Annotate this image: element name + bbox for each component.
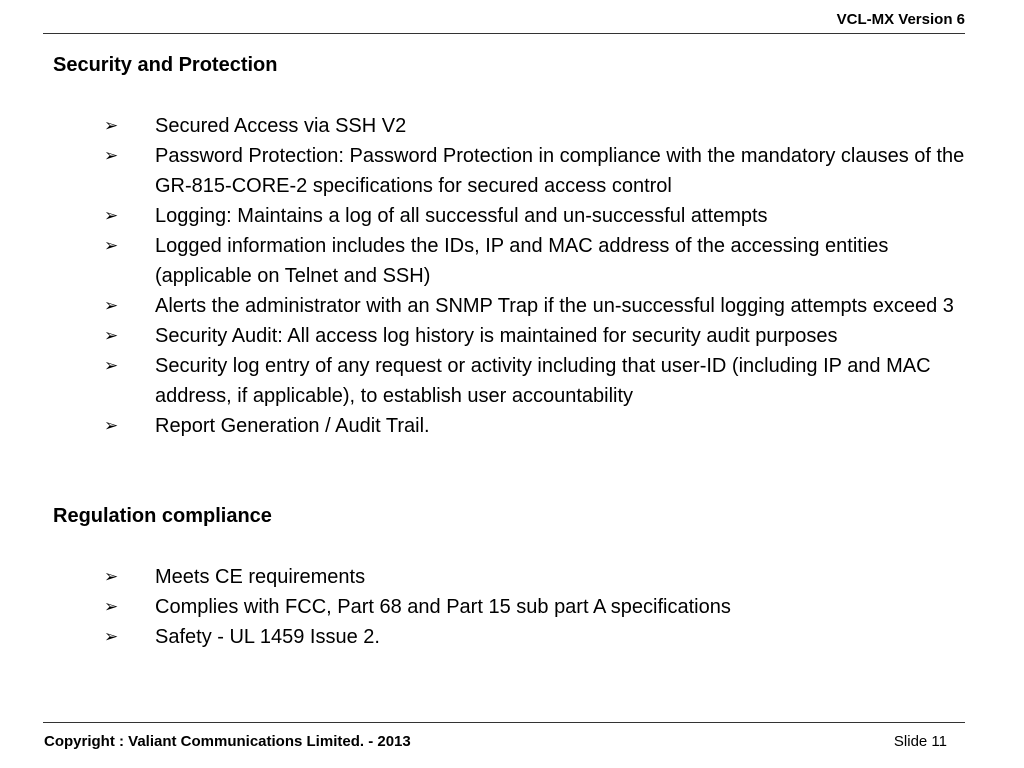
arrow-bullet-icon: ➢	[104, 416, 119, 436]
list-item-text: Security Audit: All access log history is maintained for security audit purposes	[155, 325, 838, 347]
regulation-bullet-list	[0, 562, 1024, 652]
footer-copyright: Copyright : Valiant Communications Limited. - 2013	[44, 733, 411, 750]
footer-divider	[43, 722, 965, 723]
arrow-bullet-icon: ➢	[104, 326, 119, 346]
list-item	[0, 231, 1024, 291]
list-item	[0, 201, 1024, 231]
arrow-bullet-icon: ➢	[104, 236, 119, 256]
list-item-text: Alerts the administrator with an SNMP Trap if the un-successful logging attempts exceed 3	[155, 295, 954, 317]
list-item	[0, 411, 1024, 441]
list-item	[0, 111, 1024, 141]
arrow-bullet-icon: ➢	[104, 116, 119, 136]
arrow-bullet-icon: ➢	[104, 597, 119, 617]
list-item-text: Logging: Maintains a log of all successful and un-successful attempts	[155, 205, 768, 227]
list-item-text: Password Protection: Password Protection in compliance with the mandatory clauses of the GR-815-CORE-2 specifications for secured access control	[155, 145, 965, 197]
arrow-bullet-icon: ➢	[104, 296, 119, 316]
arrow-bullet-icon: ➢	[104, 627, 119, 647]
header-title: VCL-MX Version 6	[836, 11, 965, 28]
arrow-bullet-icon: ➢	[104, 356, 119, 376]
slide-number: Slide 11	[893, 733, 947, 750]
list-item-text: Secured Access via SSH V2	[155, 115, 407, 137]
list-item-text: Complies with FCC, Part 68 and Part 15 sub part A specifications	[155, 596, 731, 618]
list-item	[0, 562, 1024, 592]
list-item	[0, 321, 1024, 351]
list-item-text: Safety - UL 1459 Issue 2.	[155, 626, 380, 648]
arrow-bullet-icon: ➢	[104, 206, 119, 226]
arrow-bullet-icon: ➢	[104, 146, 119, 166]
list-item	[0, 622, 1024, 652]
list-item	[0, 592, 1024, 622]
list-item-text: Report Generation / Audit Trail.	[155, 415, 430, 437]
header-divider	[43, 33, 965, 34]
list-item	[0, 351, 1024, 411]
list-item	[0, 141, 1024, 201]
list-item-text: Logged information includes the IDs, IP and MAC address of the accessing entities (applicable on Telnet and SSH)	[155, 235, 889, 287]
list-item	[0, 291, 1024, 321]
section-heading-security: Security and Protection	[53, 54, 278, 76]
security-bullet-list	[0, 111, 1024, 441]
list-item-text: Security log entry of any request or activity including that user-ID (including IP and MAC address, if applicable), to establish user accountability	[155, 355, 931, 407]
section-heading-regulation: Regulation compliance	[53, 505, 272, 527]
list-item-text: Meets CE requirements	[155, 566, 366, 588]
arrow-bullet-icon: ➢	[104, 567, 119, 587]
